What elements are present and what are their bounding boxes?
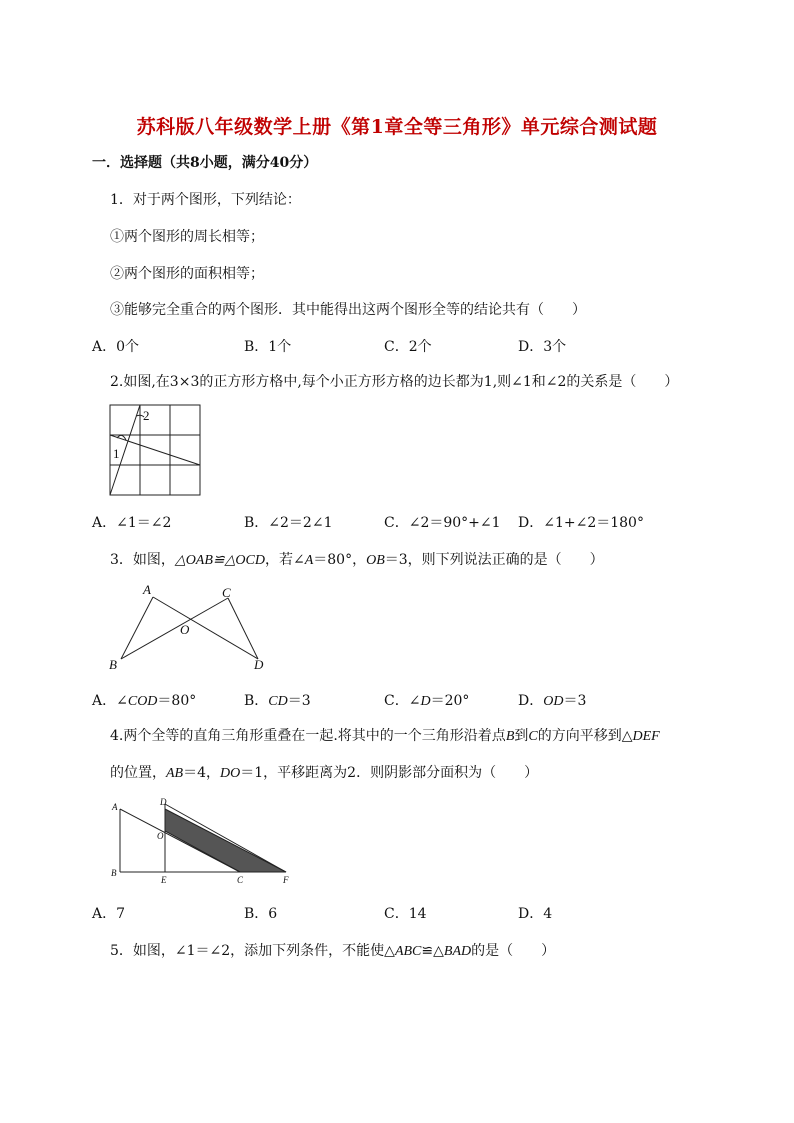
q3-option-a: A．∠COD＝80° <box>92 693 197 709</box>
q4-triangle-figure <box>108 796 298 888</box>
q1-stem: 1．对于两个图形，下列结论： <box>110 192 301 208</box>
point-label-b: B <box>111 868 117 878</box>
q4-option-d: D．4 <box>518 906 553 922</box>
q1-option-d: D．3个 <box>518 339 567 355</box>
shaded-region <box>165 809 286 872</box>
q2-grid-figure <box>108 402 204 498</box>
angle-label-2: 2 <box>143 408 150 423</box>
q4-option-c: C．14 <box>384 906 427 922</box>
q1-statement-2: ②两个图形的面积相等； <box>110 266 264 282</box>
point-label-o: O <box>180 622 190 637</box>
q1-option-c: C．2个 <box>384 339 432 355</box>
point-label-d: D <box>160 797 167 807</box>
point-label-o: O <box>157 831 164 841</box>
point-label-d: D <box>254 657 264 672</box>
q3-option-b: B．CD＝3 <box>244 693 311 709</box>
q2-option-d: D．∠1+∠2＝180° <box>518 515 644 531</box>
diagonal-line-2 <box>110 435 200 465</box>
q2-option-a: A．∠1＝∠2 <box>92 515 172 531</box>
point-label-b: B <box>109 657 117 672</box>
q3-congruence: △OAB≌△OCD <box>174 553 265 568</box>
q1-option-a: A．0个 <box>92 339 140 355</box>
point-label-e: E <box>161 875 167 885</box>
q1-option-b: B．1个 <box>244 339 292 355</box>
q3-option-c: C．∠D＝20° <box>384 693 470 709</box>
point-label-a: A <box>143 582 151 597</box>
q4-option-b: B．6 <box>244 906 278 922</box>
q2-stem: 2.如图,在3×3的正方形方格中,每个小正方形方格的边长都为1,则∠1和∠2的关系是（ ） <box>110 374 679 390</box>
point-label-c: C <box>222 585 231 600</box>
q2-option-b: B．∠2＝2∠1 <box>244 515 333 531</box>
q4-option-a: A．7 <box>92 906 126 922</box>
angle-label-1: 1 <box>113 446 120 461</box>
point-label-c: C <box>237 875 244 885</box>
document-title: 苏科版八年级数学上册《第1章全等三角形》单元综合测试题 <box>136 116 658 138</box>
section-heading: 一．选择题（共8小题，满分40分） <box>92 155 318 171</box>
q3-stem: 3．如图，△OAB≌△OCD，若∠A＝80°，OB＝3，则下列说法正确的是（ ） <box>110 552 604 568</box>
point-label-a: A <box>112 802 118 812</box>
q2-option-c: C．∠2＝90°+∠1 <box>384 515 501 531</box>
q3-option-d: D．OD＝3 <box>518 693 587 709</box>
q1-statement-3: ③能够完全重合的两个图形．其中能得出这两个图形全等的结论共有（ ） <box>110 302 586 318</box>
point-label-f: F <box>283 875 289 885</box>
q4-stem-line-2: 的位置，AB＝4，DO＝1，平移距离为2．则阴影部分面积为（ ） <box>110 765 539 781</box>
q4-stem-line-1: 4.两个全等的直角三角形重叠在一起.将其中的一个三角形沿着点B到C的方向平移到△DEF <box>110 728 660 744</box>
q3-bowtie-figure <box>104 580 274 672</box>
q5-stem: 5．如图，∠1＝∠2，添加下列条件，不能使△ABC≌△BAD的是（ ） <box>110 943 556 959</box>
q1-statement-1: ①两个图形的周长相等； <box>110 229 264 245</box>
